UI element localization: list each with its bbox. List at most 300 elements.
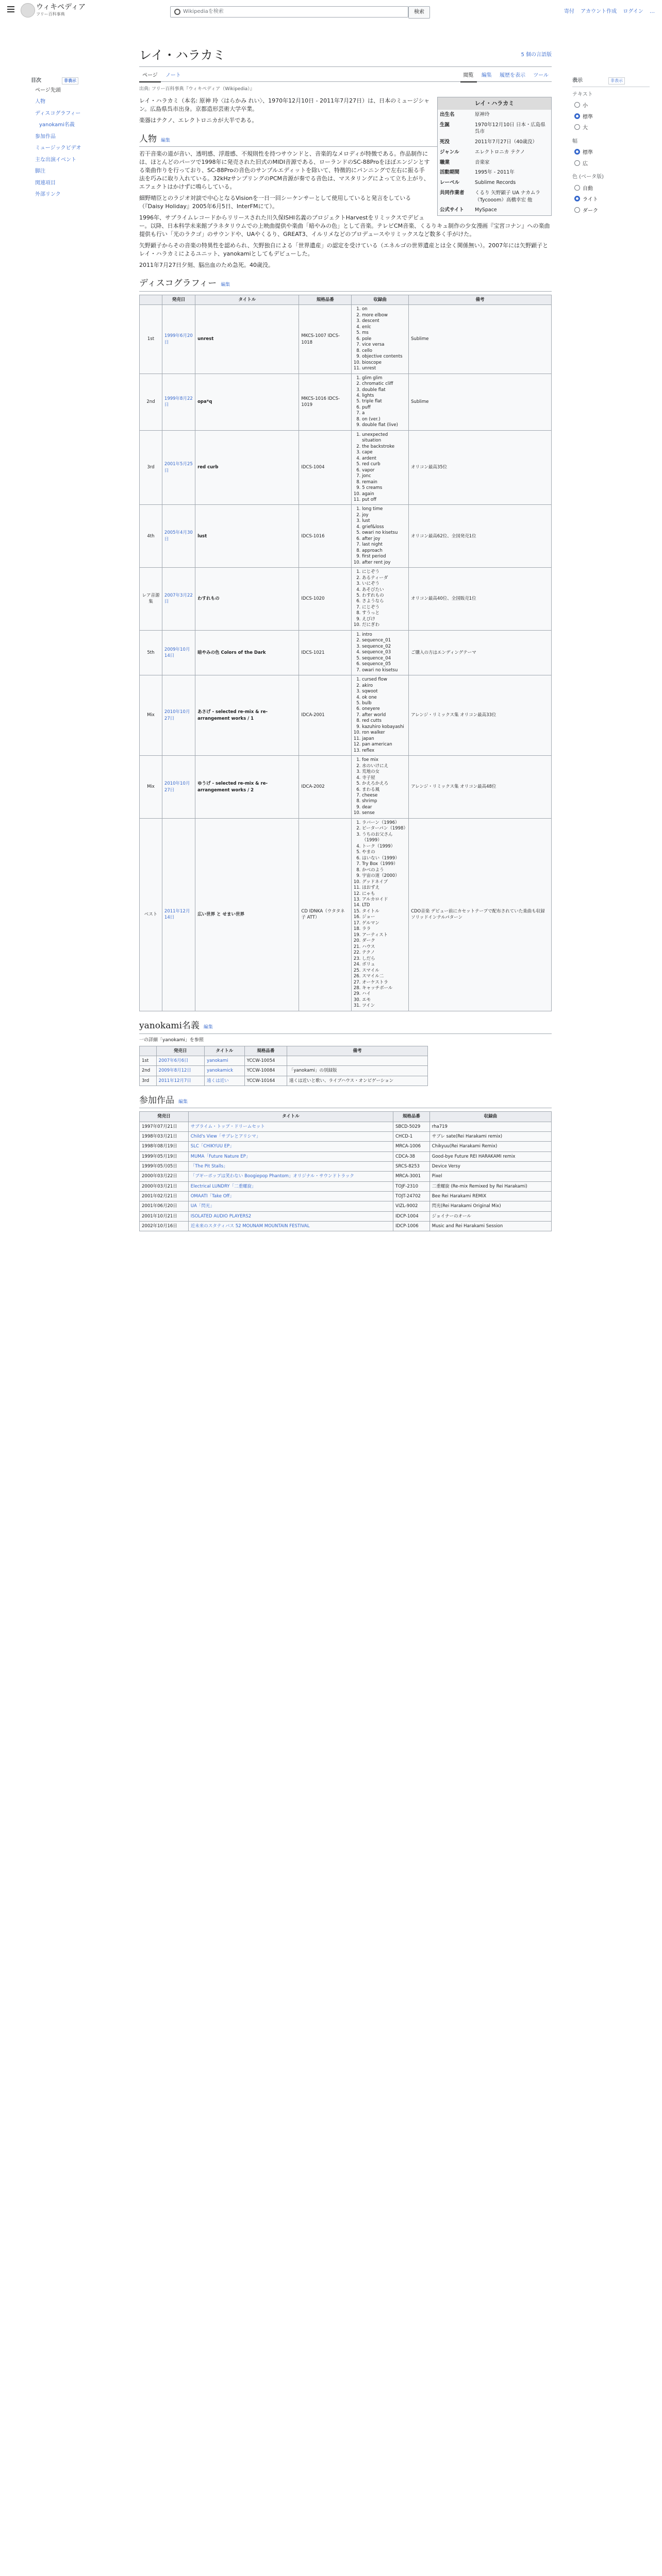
release-title: あさげ - selected re-mix & re-arrangement works / 1 bbox=[195, 675, 299, 756]
track-item: 30. エモ bbox=[362, 997, 406, 1003]
create-account-link[interactable]: アカウント作成 bbox=[581, 9, 617, 14]
appearance-panel bbox=[572, 77, 650, 216]
release-date[interactable]: 2005年4月30日 bbox=[162, 505, 195, 568]
track-name: Bee Rei Harakami REMIX bbox=[429, 1191, 551, 1201]
release-date[interactable]: 1999年8月22日 bbox=[162, 374, 195, 430]
track-item: 11. put off bbox=[362, 497, 406, 503]
release-note: Sublime bbox=[409, 305, 552, 374]
release-number: 5th bbox=[140, 630, 162, 675]
table-row bbox=[140, 430, 552, 505]
release-date: 1997年07月21日 bbox=[140, 1122, 189, 1131]
track-item: 24. ボリュ bbox=[362, 962, 406, 968]
tab-page[interactable]: ページ bbox=[139, 70, 161, 83]
track-name: ジョイナーのオール bbox=[429, 1211, 551, 1221]
track-name: rha719 bbox=[429, 1122, 551, 1131]
width-standard[interactable]: 標準 bbox=[572, 147, 650, 159]
infobox-key: 活動期間 bbox=[440, 170, 460, 176]
release-date[interactable]: 2010年10月27日 bbox=[162, 675, 195, 756]
column-header: 発売日 bbox=[140, 1112, 189, 1122]
infobox-row bbox=[438, 120, 551, 138]
table-row bbox=[140, 305, 552, 374]
toc-item[interactable]: 外部リンク bbox=[35, 192, 61, 197]
catalog-number: MRCA-3001 bbox=[393, 1172, 430, 1181]
track-list bbox=[352, 630, 409, 675]
release-number: 3rd bbox=[140, 1076, 157, 1086]
release-date[interactable]: 2009年10月14日 bbox=[162, 630, 195, 675]
track-item: 17. ゲルマン bbox=[362, 921, 406, 926]
appearance-hide-button[interactable]: 非表示 bbox=[608, 77, 625, 84]
participation-table bbox=[139, 1111, 552, 1231]
track-item: 29. ハイ bbox=[362, 991, 406, 997]
article bbox=[139, 46, 552, 1231]
menu-icon[interactable] bbox=[7, 6, 14, 7]
track-item: 1. intro bbox=[362, 632, 406, 638]
edit-link[interactable]: 編集 bbox=[203, 1024, 213, 1030]
table-row bbox=[140, 1151, 552, 1161]
toc-heading: 目次 非表示 bbox=[31, 77, 103, 85]
track-item: 3. double flat bbox=[362, 387, 406, 393]
catalog-number: SRCS-8253 bbox=[393, 1162, 430, 1172]
track-item: 2. sequence_01 bbox=[362, 638, 406, 643]
release-title: わすれもの bbox=[195, 568, 299, 631]
wikipedia-logo[interactable] bbox=[21, 3, 35, 18]
column-header: 備考 bbox=[287, 1046, 428, 1056]
toc-item[interactable]: yanokami名義 bbox=[39, 122, 75, 128]
column-header: 規格品番 bbox=[299, 295, 352, 305]
catalog-number: YCCW-10054 bbox=[244, 1056, 287, 1065]
tab-read[interactable]: 閲覧 bbox=[460, 70, 477, 83]
track-item: 6. after joy bbox=[362, 536, 406, 542]
release-number: Mix bbox=[140, 675, 162, 756]
track-list bbox=[352, 305, 409, 374]
infobox-key: レーベル bbox=[440, 180, 460, 186]
infobox-key: 生誕 bbox=[440, 122, 450, 128]
infobox-row bbox=[438, 178, 551, 188]
track-item: 3. 荒地の女 bbox=[362, 769, 406, 775]
infobox-key: 共同作業者 bbox=[440, 190, 465, 196]
catalog-number: MRCA-1006 bbox=[393, 1142, 430, 1151]
paragraph: 細野晴臣とのラジオ対談で中心となるVisionを一日一回シーケンサーとして使用していると発言をしている（『Daisy Holiday』2005年6月5日、InterFMにて）。 bbox=[139, 194, 411, 210]
track-list-ol bbox=[354, 757, 406, 817]
release-date: 1999年05月05日 bbox=[140, 1162, 189, 1172]
track-item: 6. oneyere bbox=[362, 706, 406, 712]
track-item: 10. だにぎわ bbox=[362, 622, 406, 628]
track-item: 2. joy bbox=[362, 513, 406, 518]
track-item: 3. うちのお父さん（1999） bbox=[362, 832, 406, 844]
discography-table bbox=[139, 295, 552, 1011]
track-item: 8. on (ver.) bbox=[362, 417, 406, 422]
track-item: 9. first period bbox=[362, 554, 406, 560]
track-item: 4. lights bbox=[362, 393, 406, 399]
toc-item[interactable]: ディスコグラフィー bbox=[35, 110, 81, 116]
track-item: 11. unrest bbox=[362, 366, 406, 371]
logo-subtitle: フリー百科事典 bbox=[36, 12, 65, 16]
text-size-standard[interactable]: 標準 bbox=[572, 112, 650, 123]
track-list bbox=[352, 430, 409, 505]
track-item: 16. ジョー bbox=[362, 914, 406, 920]
table-row bbox=[140, 1076, 428, 1086]
track-item: 31. ツイン bbox=[362, 1003, 406, 1009]
column-header bbox=[140, 295, 162, 305]
catalog-number: SBCD-5029 bbox=[393, 1122, 430, 1131]
track-item: 2. あるティーダ bbox=[362, 575, 406, 581]
work-title[interactable]: 近未来のスタティバス 52 MOUNAM MOUNTAIN FESTIVAL bbox=[188, 1221, 393, 1231]
catalog-number: IDCS-1021 bbox=[299, 630, 352, 675]
color-label: 色 (ベータ版) bbox=[572, 174, 604, 180]
table-row bbox=[140, 1211, 552, 1221]
release-date[interactable]: 2007年3月22日 bbox=[162, 568, 195, 631]
toc-item[interactable]: ページ先頭 bbox=[35, 87, 61, 93]
track-item: 5. triple flat bbox=[362, 399, 406, 404]
track-item: 10. bioscope bbox=[362, 360, 406, 366]
track-item: 1. glim glim bbox=[362, 376, 406, 381]
catalog-number: VIZL-9002 bbox=[393, 1201, 430, 1211]
track-item: 4. あそびたい bbox=[362, 587, 406, 593]
track-item: 8. すうっと bbox=[362, 611, 406, 616]
column-header: タイトル bbox=[188, 1112, 393, 1122]
track-item: 5. owari no kisetsu bbox=[362, 530, 406, 536]
logo-text[interactable]: ウィキペディア bbox=[36, 3, 86, 11]
catalog-number: IDCS-1004 bbox=[299, 430, 352, 505]
track-list-ol bbox=[354, 506, 406, 566]
column-header bbox=[140, 1046, 157, 1056]
release-note: オリコン最高62位、全国発売1位 bbox=[409, 505, 552, 568]
track-item: 3. sqwoot bbox=[362, 689, 406, 694]
width-label: 幅 bbox=[572, 138, 577, 144]
track-item: 10. again bbox=[362, 492, 406, 497]
lead-paragraph: 楽器はテクノ、エレクトロニカが大半である。 bbox=[139, 116, 258, 124]
table-row bbox=[140, 374, 552, 430]
release-date[interactable]: 2009年8月12日 bbox=[156, 1066, 205, 1076]
track-list-ol bbox=[354, 569, 406, 629]
table-row bbox=[140, 756, 552, 819]
color-auto[interactable]: 自動 bbox=[572, 183, 650, 195]
track-name: 二重螺旋 (Re-mix Remixed by Rei Harakami) bbox=[429, 1181, 551, 1191]
track-item: 2. 水のいけにえ bbox=[362, 764, 406, 769]
release-number: ベスト bbox=[140, 818, 162, 1011]
release-number: 4th bbox=[140, 505, 162, 568]
toc-item[interactable]: 関連項目 bbox=[35, 180, 56, 186]
release-title: lust bbox=[195, 505, 299, 568]
release-date[interactable]: 2007年6月6日 bbox=[156, 1056, 205, 1065]
track-item: 9. kazuhiro kobayashi bbox=[362, 724, 406, 730]
catalog-number: TOJT-24702 bbox=[393, 1191, 430, 1201]
track-item: 6. sequence_05 bbox=[362, 662, 406, 667]
edit-link[interactable]: 編集 bbox=[221, 282, 230, 288]
release-note: 「yanokami」の別録版 bbox=[287, 1066, 428, 1076]
infobox-row bbox=[438, 167, 551, 178]
table-row bbox=[140, 1201, 552, 1211]
track-item: 26. スマイル二 bbox=[362, 974, 406, 979]
release-note: アレンジ・リミックス集 オリコン最高33位 bbox=[409, 675, 552, 756]
track-item: 9. えびけ bbox=[362, 617, 406, 622]
table-row bbox=[140, 1142, 552, 1151]
tab-talk[interactable]: ノート bbox=[166, 72, 181, 78]
toc-hide-button[interactable]: 非表示 bbox=[62, 77, 78, 84]
release-note: 遠くは近いと歌い、ライブハウス・オンビゲーション bbox=[287, 1076, 428, 1086]
track-item: 15. タイトル bbox=[362, 909, 406, 914]
table-row bbox=[140, 1122, 552, 1131]
infobox-value: エレクトロニカ テクノ bbox=[475, 149, 525, 155]
work-title[interactable]: UA「閃光」 bbox=[188, 1201, 393, 1211]
release-title[interactable]: 遠くは近い bbox=[205, 1076, 245, 1086]
track-item: 7. owari no kisetsu bbox=[362, 668, 406, 673]
infobox-row bbox=[438, 110, 551, 120]
track-list bbox=[352, 374, 409, 430]
track-name: Good-bye Future REI HARAKAMI remix bbox=[429, 1151, 551, 1161]
infobox-row bbox=[438, 137, 551, 147]
release-title[interactable]: yanokami bbox=[205, 1056, 245, 1065]
release-note: CDO音楽 デビュー前にカセットテープで配布されていた楽曲も収録 ソリッドインテルパターン bbox=[409, 818, 552, 1011]
track-item: 5. わすれもの bbox=[362, 593, 406, 599]
track-item: 11. ほおずえ bbox=[362, 885, 406, 891]
track-list-ol bbox=[354, 677, 406, 754]
work-title[interactable]: 「ブギーポップは笑わない Boogiepop Phantom」オリジナル・サウンドトラック bbox=[188, 1172, 393, 1181]
track-item: 6. puff bbox=[362, 405, 406, 411]
catalog-number: IDCP-1006 bbox=[393, 1221, 430, 1231]
track-item: 9. double flat (live) bbox=[362, 422, 406, 428]
infobox-value: 2011年7月27日（40歳没） bbox=[475, 139, 537, 145]
section-heading-participation: 参加作品 編集 bbox=[139, 1094, 552, 1109]
infobox-key: ジャンル bbox=[440, 149, 459, 155]
release-date[interactable]: 1999年6月20日 bbox=[162, 305, 195, 374]
column-header: 収録曲 bbox=[429, 1112, 551, 1122]
track-list bbox=[352, 818, 409, 1011]
work-title[interactable]: ISOLATED AUDIO PLAYERS2 bbox=[188, 1211, 393, 1221]
infobox-row bbox=[438, 205, 551, 215]
donate-link[interactable]: 寄付 bbox=[564, 9, 575, 14]
track-item: 7. after world bbox=[362, 713, 406, 718]
language-button[interactable]: 5 個の言語版 bbox=[521, 52, 552, 58]
track-list-ol bbox=[354, 307, 406, 371]
track-item: 2. more elbow bbox=[362, 313, 406, 318]
column-header: 規格品番 bbox=[244, 1046, 287, 1056]
track-item: 1. foe mix bbox=[362, 757, 406, 763]
track-name: サブレ sate(Rei Harakami remix) bbox=[429, 1132, 551, 1142]
track-item: 3. いにぞう bbox=[362, 581, 406, 587]
track-item: 18. ララ bbox=[362, 926, 406, 932]
table-row bbox=[140, 1172, 552, 1181]
release-date[interactable]: 2010年10月27日 bbox=[162, 756, 195, 819]
search-button[interactable]: 検索 bbox=[408, 6, 430, 19]
release-date[interactable]: 2001年5月25日 bbox=[162, 430, 195, 505]
infobox-key: 公式サイト bbox=[440, 207, 464, 213]
release-date: 2001年02月21日 bbox=[140, 1191, 189, 1201]
track-list-ol bbox=[354, 820, 406, 1009]
track-item: 4. トーク（1999） bbox=[362, 844, 406, 850]
column-header: 備考 bbox=[409, 295, 552, 305]
track-name: 閃光(Rei Harakami Original Mix) bbox=[429, 1201, 551, 1211]
track-item: 1. ラバーン（1996） bbox=[362, 820, 406, 826]
paragraph: 若干音楽の道が音い、透明感、浮遊感、不規則性を持つサウンドと、音楽的なメロディが特徴である。作品制作には、ほとんどのパーツで1998年に発売された旧式のMIDI音源である、ローランドのSC-88Proをほぼエンジンとする楽曲作りを行っており、SC-88Proの音色のサンプルエディットを除いて、特徴的にパンニングで左右に振る手法を巧みに取り入れている。32kHzサンプリングのPCM音源が奏でる音色は、マスタリングによって立ち上がり、エフェクトはかけずに鳴らしている。 bbox=[139, 150, 430, 191]
width-wide[interactable]: 広 bbox=[572, 159, 650, 170]
track-item: 11. japan bbox=[362, 736, 406, 742]
toc-item[interactable]: 参加作品 bbox=[35, 133, 56, 140]
infobox-value: 原神玲 bbox=[475, 111, 490, 117]
track-item: 27. オーケストラ bbox=[362, 980, 406, 986]
track-item: 6. vapor bbox=[362, 468, 406, 473]
toc-item[interactable]: 主な出演イベント bbox=[35, 157, 76, 163]
track-name: Chikyuu(Rei Harakami Remix) bbox=[429, 1142, 551, 1151]
release-title: red curb bbox=[195, 430, 299, 505]
track-item: 5. ms bbox=[362, 330, 406, 336]
track-name: Music and Rei Harakami Session bbox=[429, 1221, 551, 1231]
track-item: 1. long time bbox=[362, 506, 406, 512]
track-name: Device Versy bbox=[429, 1162, 551, 1172]
toc-item[interactable]: 脚注 bbox=[35, 168, 45, 174]
work-title[interactable]: Electrical LUNDRY「二重螺旋」 bbox=[188, 1181, 393, 1191]
color-dark[interactable]: ダーク bbox=[572, 206, 650, 217]
track-item: 7. jonc bbox=[362, 473, 406, 479]
track-item: 10. グッドネイブ bbox=[362, 879, 406, 885]
track-item: 19. アーティスト bbox=[362, 933, 406, 938]
text-size-large[interactable]: 大 bbox=[572, 123, 650, 134]
release-date[interactable]: 2011年12月14日 bbox=[162, 818, 195, 1011]
track-list bbox=[352, 675, 409, 756]
track-item: 8. red cutts bbox=[362, 718, 406, 724]
edit-link[interactable]: 編集 bbox=[161, 138, 171, 143]
infobox-row bbox=[438, 158, 551, 168]
toc-item[interactable]: 人物 bbox=[35, 99, 45, 105]
appearance-heading: 表示 非表示 bbox=[572, 77, 650, 87]
infobox-value: 1995年 - 2011年 bbox=[475, 170, 515, 176]
table-of-contents bbox=[31, 77, 103, 201]
track-item: 12. にゃも bbox=[362, 891, 406, 897]
track-list-ol bbox=[354, 376, 406, 429]
infobox bbox=[437, 97, 552, 216]
catalog-number: CD IDNKA（ウタタネ子 ATT） bbox=[299, 818, 352, 1011]
track-item: 14. LTD bbox=[362, 903, 406, 908]
track-item: 25. スマイル bbox=[362, 968, 406, 974]
track-item: 28. キャッチボール bbox=[362, 986, 406, 991]
track-item: 10. ron walker bbox=[362, 730, 406, 736]
track-item: 7. a bbox=[362, 411, 406, 416]
release-note bbox=[287, 1056, 428, 1065]
track-item: 8. かべのよう bbox=[362, 868, 406, 873]
track-item: 4. sequence_03 bbox=[362, 650, 406, 655]
release-title: opa*q bbox=[195, 374, 299, 430]
track-item: 3. lust bbox=[362, 518, 406, 524]
track-item: 9. dear bbox=[362, 805, 406, 810]
source-note: 出典: フリー百科事典『ウィキペディア（Wikipedia）』 bbox=[139, 86, 255, 92]
release-date: 2001年06月20日 bbox=[140, 1201, 189, 1211]
infobox-row bbox=[438, 188, 551, 206]
release-number: レア音源集 bbox=[140, 568, 162, 631]
track-item: 4. ardent bbox=[362, 456, 406, 462]
track-item: 21. ハウス bbox=[362, 944, 406, 950]
track-item: 7. vice versa bbox=[362, 342, 406, 348]
table-header-row bbox=[140, 1112, 552, 1122]
work-title[interactable]: OMAATI「Take Off」 bbox=[188, 1191, 393, 1201]
release-title: 暗やみの色 Colors of the Dark bbox=[195, 630, 299, 675]
track-item: 5. かえろかえろ bbox=[362, 781, 406, 787]
track-item: 23. しだら bbox=[362, 956, 406, 962]
release-number: 2nd bbox=[140, 1066, 157, 1076]
login-link[interactable]: ログイン bbox=[623, 9, 643, 14]
release-date: 2001年10月21日 bbox=[140, 1211, 189, 1221]
color-light[interactable]: ライト bbox=[572, 194, 650, 206]
release-number: 1st bbox=[140, 1056, 157, 1065]
work-title[interactable]: SLC「CHIKYUU EP」 bbox=[188, 1142, 393, 1151]
search-input[interactable] bbox=[170, 6, 408, 18]
work-title[interactable]: サブライム・トップ・ドリームセット bbox=[188, 1122, 393, 1131]
track-item: 10. sense bbox=[362, 810, 406, 816]
release-note: Sublime bbox=[409, 374, 552, 430]
infobox-key: 職業 bbox=[440, 159, 450, 165]
tab-edit[interactable]: 編集 bbox=[481, 72, 492, 78]
text-size-label: テキスト bbox=[572, 91, 593, 97]
catalog-number: YCCW-10084 bbox=[244, 1066, 287, 1076]
track-item: 7. にじぞう bbox=[362, 605, 406, 611]
search-icon bbox=[174, 9, 180, 15]
track-item: 6. pole bbox=[362, 336, 406, 342]
release-title[interactable]: yanokamick bbox=[205, 1066, 245, 1076]
column-header: 収録曲 bbox=[352, 295, 409, 305]
track-item: 3. descent bbox=[362, 318, 406, 324]
more-icon[interactable]: … bbox=[650, 9, 655, 14]
catalog-number: YCCW-10164 bbox=[244, 1076, 287, 1086]
release-number: Mix bbox=[140, 756, 162, 819]
release-number: 3rd bbox=[140, 430, 162, 505]
track-item: 2. akiro bbox=[362, 683, 406, 689]
hatnote: 一の詳細「yanokami」を参照 bbox=[139, 1037, 204, 1043]
tab-tools[interactable]: ツール bbox=[533, 72, 549, 78]
catalog-number: CHCD-1 bbox=[393, 1132, 430, 1142]
catalog-number: IDCP-1004 bbox=[393, 1211, 430, 1221]
release-note: オリコン最高40位、全国販売1位 bbox=[409, 568, 552, 631]
table-row bbox=[140, 818, 552, 1011]
release-note: ご購入の方はエンディングテーマ bbox=[409, 630, 552, 675]
table-row bbox=[140, 1191, 552, 1201]
table-row bbox=[140, 505, 552, 568]
edit-link[interactable]: 編集 bbox=[178, 1099, 188, 1105]
infobox-value: 1970年12月10日 日本・広島県呉市 bbox=[475, 122, 545, 135]
track-item: 9. objective contents bbox=[362, 354, 406, 360]
infobox-value: Sublime Records bbox=[475, 180, 516, 186]
track-name: Pixel bbox=[429, 1172, 551, 1181]
paragraph: 2011年7月27日夕刻、脳出血のため急死。40歳没。 bbox=[139, 261, 274, 268]
catalog-number: MKCS-1007 IDCS-1018 bbox=[299, 305, 352, 374]
track-item: 3. cape bbox=[362, 450, 406, 455]
toc-item[interactable]: ミュージックビデオ bbox=[35, 145, 81, 151]
track-item: 4. enlc bbox=[362, 325, 406, 330]
table-row bbox=[140, 1066, 428, 1076]
table-row bbox=[140, 1181, 552, 1191]
catalog-number: CDCA-38 bbox=[393, 1151, 430, 1161]
column-header: 発売日 bbox=[162, 295, 195, 305]
release-number: 1st bbox=[140, 305, 162, 374]
track-item: 3. sequence_02 bbox=[362, 644, 406, 650]
track-list bbox=[352, 505, 409, 568]
track-list bbox=[352, 568, 409, 631]
text-size-small[interactable]: 小 bbox=[572, 100, 650, 112]
column-header: タイトル bbox=[195, 295, 299, 305]
track-item: 9. 宇宙の道（2000） bbox=[362, 873, 406, 879]
tab-history[interactable]: 履歴を表示 bbox=[500, 72, 525, 78]
track-item: 8. remain bbox=[362, 480, 406, 485]
work-title[interactable]: Child's View「サブレとアリシマ」 bbox=[188, 1132, 393, 1142]
work-title[interactable]: 「The Pit Stalls」 bbox=[188, 1162, 393, 1172]
release-date[interactable]: 2011年12月7日 bbox=[156, 1076, 205, 1086]
track-item: 13. reflex bbox=[362, 748, 406, 754]
work-title[interactable]: MUMA「Future Nature EP」 bbox=[188, 1151, 393, 1161]
track-item: 7. Try Box（1999） bbox=[362, 861, 406, 867]
column-header: 発売日 bbox=[156, 1046, 205, 1056]
release-number: 2nd bbox=[140, 374, 162, 430]
track-item: 6. はいない（1999） bbox=[362, 856, 406, 861]
table-header-row bbox=[140, 295, 552, 305]
track-item: 5. red curb bbox=[362, 462, 406, 467]
